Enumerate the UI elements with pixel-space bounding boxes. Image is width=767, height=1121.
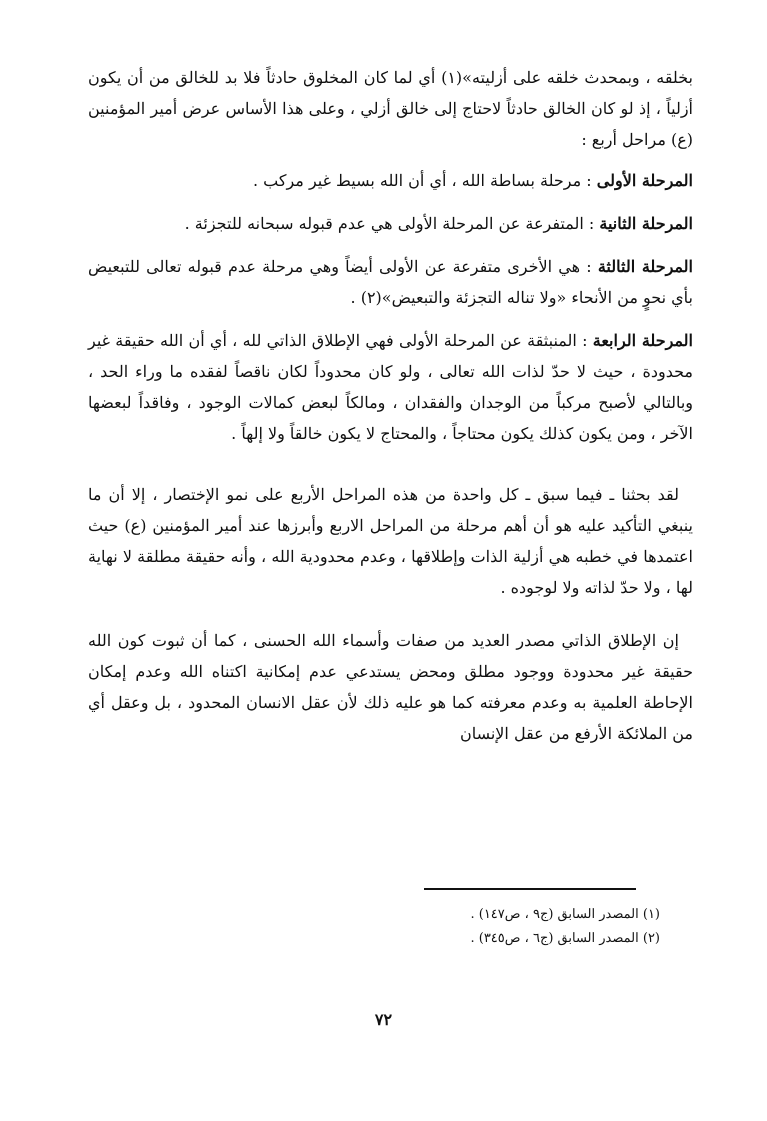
paragraph-stage-1 (88, 165, 693, 196)
footnote-divider (424, 888, 636, 890)
stage-1-text: : مرحلة بساطة الله ، أي أن الله بسيط غير مركب . (252, 171, 597, 190)
stage-4-text: : المنبثقة عن المرحلة الأولى فهي الإطلاق الذاتي لله ، أي أن الله حقيقة غير محدودة ، حيث لا حدّ لذات الله تعالى ، ولو كان محدوداً لكان ناقصاً لفقده ما وراء الحد ، وبالتالي لأصبح مركباً من الوجدان والفقدان ، ومالكاً لبعض كمالات الوجود ، وفاقداً لبعضها الآخر ، ومن يكون كذلك يكون محتاجاً ، والمحتاج لا يكون خالقاً ولا إلهاً . (88, 331, 693, 443)
page-number: ٧٢ (374, 1010, 393, 1029)
paragraph-intro: بخلقه ، وبمحدث خلقه على أزليته»(١) أي لما كان المخلوق حادثاً فلا بد للخالق من أن يكون أزلياً ، إذ لو كان الخالق حادثاً لاحتاج إلى خالق أزلي ، وعلى هذا الأساس عرض أمير المؤمنين (ع) مراحل أربع : (88, 68, 693, 149)
stage-2-text: : المتفرعة عن المرحلة الأولى هي عدم قبوله سبحانه للتجزئة . (184, 214, 600, 233)
paragraph-summary: لقد بحثنا ـ فيما سبق ـ كل واحدة من هذه المراحل الأربع على نمو الإختصار ، إلا أن ما ينبغي التأكيد عليه هو أن أهم مرحلة من المراحل الاربع وأبرزها عند أمير المؤمنين (ع) حيث اعتمدها في خطبه هي أزلية الذات وإطلاقها ، وعدم محدودية الله ، وأنه حقيقة مطلقة لا نهاية لها ، ولا حدّ لذاته ولا لوجوده . (88, 485, 694, 597)
stage-4-title: المرحلة الرابعة (592, 331, 693, 350)
paragraph-stage-4 (88, 325, 693, 449)
paragraph-stage-2 (88, 208, 693, 239)
stage-1-title: المرحلة الأولى (596, 171, 693, 190)
footnote-2: (٢) المصدر السابق (ج٦ ، ص٣٤٥) . (470, 931, 660, 946)
stage-3-text: : هي الأخرى متفرعة عن الأولى أيضاً وهي مرحلة عدم قبوله تعالى للتبعيض بأي نحوٍ من الأنحاء «ولا تناله التجزئة والتبعيض»(٢) . (88, 257, 693, 307)
footnotes (300, 903, 660, 951)
stage-3-title: المرحلة الثالثة (597, 257, 693, 276)
paragraph-absolute: إن الإطلاق الذاتي مصدر العديد من صفات وأسماء الله الحسنى ، كما أن ثبوت كون الله حقيقة غير محدودة ووجود مطلق ومحض يستدعي عدم إمكانية اكتناه الله وعدم إمكان الإحاطة العلمية به وعدم معرفته كما هو عليه ذلك لأن عقل الانسان المحدود ، بل وعقل أي من الملائكة الأرفع من عقل الإنسان (88, 631, 693, 743)
footnote-1: (١) المصدر السابق (ج٩ ، ص١٤٧) . (470, 907, 660, 922)
paragraph-stage-3 (88, 251, 693, 313)
stage-2-title: المرحلة الثانية (599, 214, 693, 233)
page-body (88, 62, 693, 749)
